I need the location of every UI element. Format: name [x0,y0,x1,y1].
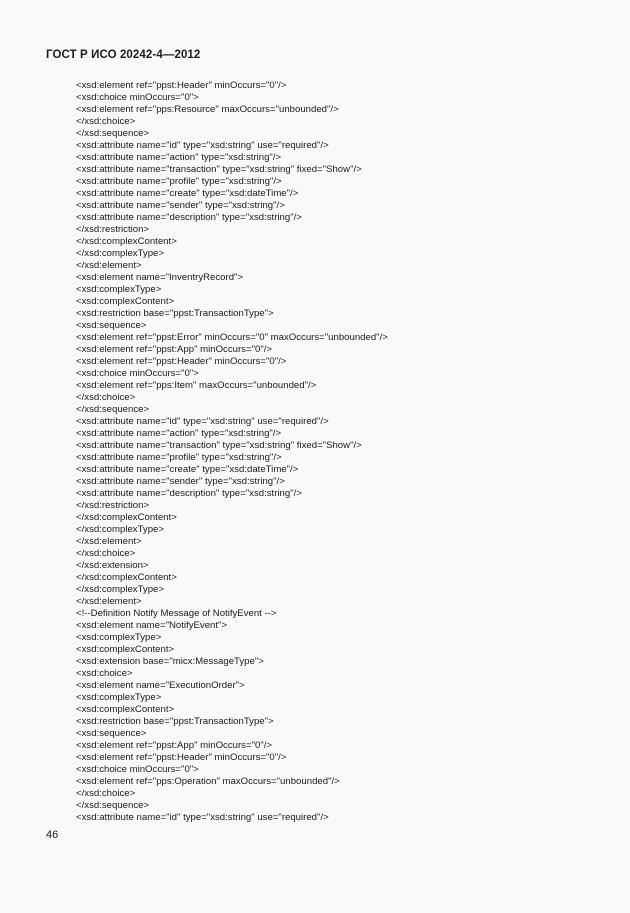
code-line: </xsd:restriction> [76,224,150,235]
code-line: <xsd:attribute name="description" type="xsd:string"/> [76,212,302,223]
code-line: <xsd:element ref="ppst:Header" minOccurs="0"/> [76,752,287,763]
code-line: </xsd:element> [76,596,142,607]
code-line: <xsd:restriction base="ppst:TransactionType"> [76,716,274,727]
code-line: </xsd:sequence> [76,128,150,139]
code-line: <xsd:complexType> [76,632,162,643]
code-line: <xsd:element ref="pps:Operation" maxOccurs="unbounded"/> [76,776,340,787]
code-line: <xsd:choice minOccurs="0"> [76,92,199,103]
code-line: <xsd:attribute name="id" type="xsd:string" use="required"/> [76,140,329,151]
code-line: <xsd:complexType> [76,692,162,703]
code-line: <xsd:attribute name="create" type="xsd:dateTime"/> [76,188,299,199]
code-line: <xsd:element ref="ppst:Header" minOccurs="0"/> [76,80,287,91]
code-line: <xsd:element name="NotifyEvent"> [76,620,228,631]
code-line: <xsd:complexType> [76,284,162,295]
code-line: <xsd:complexContent> [76,644,175,655]
code-line: <xsd:attribute name="profile" type="xsd:string"/> [76,176,282,187]
code-line: <xsd:element name="ExecutionOrder"> [76,680,245,691]
code-line: <xsd:sequence> [76,728,147,739]
code-line: </xsd:element> [76,536,142,547]
code-line: <xsd:attribute name="transaction" type="xsd:string" fixed="Show"/> [76,440,362,451]
code-line: <xsd:attribute name="action" type="xsd:string"/> [76,428,282,439]
code-line: <xsd:extension base="micx:MessageType"> [76,656,264,667]
code-line: <xsd:choice minOccurs="0"> [76,368,199,379]
code-line: <xsd:choice minOccurs="0"> [76,764,199,775]
code-line: </xsd:sequence> [76,404,150,415]
code-line: </xsd:restriction> [76,500,150,511]
code-line: <xsd:element ref="pps:Item" maxOccurs="unbounded"/> [76,380,317,391]
code-line: <xsd:complexContent> [76,704,175,715]
code-line: <xsd:element ref="ppst:App" minOccurs="0"/> [76,344,272,355]
code-line: <xsd:element ref="ppst:Header" minOccurs="0"/> [76,356,287,367]
code-line: <xsd:element ref="pps:Resource" maxOccurs="unbounded"/> [76,104,339,115]
code-line: <xsd:attribute name="id" type="xsd:string" use="required"/> [76,812,329,823]
code-line: </xsd:complexContent> [76,572,177,583]
code-line: <xsd:complexContent> [76,296,175,307]
code-line: <xsd:choice> [76,668,133,679]
code-line: <xsd:attribute name="profile" type="xsd:string"/> [76,452,282,463]
code-line: </xsd:element> [76,260,142,271]
code-line: </xsd:choice> [76,116,136,127]
code-line: </xsd:choice> [76,548,136,559]
code-line: </xsd:choice> [76,392,136,403]
code-line: <xsd:attribute name="sender" type="xsd:string"/> [76,200,285,211]
code-line: <!--Definition Notify Message of NotifyEvent --> [76,608,277,619]
code-line: </xsd:complexType> [76,248,164,259]
code-line: </xsd:extension> [76,560,149,571]
code-line: <xsd:attribute name="description" type="xsd:string"/> [76,488,302,499]
page-number: 46 [46,829,59,841]
code-line: <xsd:element ref="ppst:Error" minOccurs="0" maxOccurs="unbounded"/> [76,332,388,343]
code-line: <xsd:attribute name="id" type="xsd:string" use="required"/> [76,416,329,427]
document-header: ГОСТ Р ИСО 20242-4—2012 [46,49,201,61]
code-line: <xsd:sequence> [76,320,147,331]
code-line: </xsd:complexType> [76,584,164,595]
code-line: </xsd:complexType> [76,524,164,535]
code-line: <xsd:attribute name="create" type="xsd:dateTime"/> [76,464,299,475]
code-line: <xsd:attribute name="transaction" type="xsd:string" fixed="Show"/> [76,164,362,175]
code-line: <xsd:restriction base="ppst:TransactionType"> [76,308,274,319]
xml-schema-code-block [76,80,388,824]
code-line: <xsd:attribute name="action" type="xsd:string"/> [76,152,282,163]
code-line: <xsd:element ref="ppst:App" minOccurs="0"/> [76,740,272,751]
code-line: </xsd:sequence> [76,800,150,811]
code-line: <xsd:attribute name="sender" type="xsd:string"/> [76,476,285,487]
code-line: </xsd:choice> [76,788,136,799]
code-line: </xsd:complexContent> [76,512,177,523]
code-line: </xsd:complexContent> [76,236,177,247]
code-line: <xsd:element name="InventryRecord"> [76,272,244,283]
